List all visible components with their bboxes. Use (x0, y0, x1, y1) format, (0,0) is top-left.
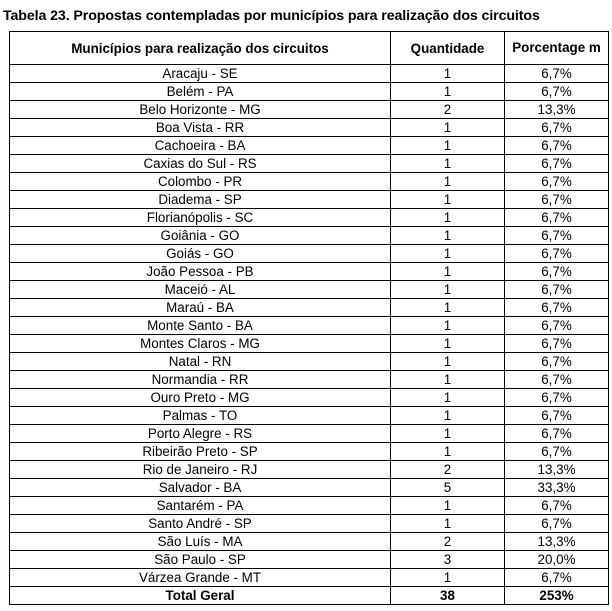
cell-quantidade: 2 (391, 533, 505, 551)
cell-porcentagem: 6,7% (505, 389, 609, 407)
table-row (10, 191, 609, 209)
cell-porcentagem: 6,7% (505, 569, 609, 587)
cell-quantidade: 1 (391, 353, 505, 371)
cell-municipio: Goiás - GO (10, 245, 391, 263)
cell-quantidade: 1 (391, 209, 505, 227)
table-row (10, 245, 609, 263)
header-quantidade: Quantidade (391, 32, 505, 65)
cell-porcentagem: 6,7% (505, 281, 609, 299)
cell-porcentagem: 13,3% (505, 533, 609, 551)
cell-porcentagem: 6,7% (505, 245, 609, 263)
cell-municipio: Montes Claros - MG (10, 335, 391, 353)
cell-municipio: Salvador - BA (10, 479, 391, 497)
cell-quantidade: 1 (391, 389, 505, 407)
table-row (10, 407, 609, 425)
table-row (10, 551, 609, 569)
cell-quantidade: 1 (391, 371, 505, 389)
cell-municipio: Porto Alegre - RS (10, 425, 391, 443)
cell-porcentagem: 6,7% (505, 227, 609, 245)
cell-quantidade: 1 (391, 281, 505, 299)
table-row (10, 281, 609, 299)
cell-porcentagem: 6,7% (505, 191, 609, 209)
table-row (10, 119, 609, 137)
table-row (10, 173, 609, 191)
table-row (10, 137, 609, 155)
header-porcentagem: Porcentage m (505, 32, 609, 65)
total-label: Total Geral (10, 587, 391, 605)
cell-municipio: Colombo - PR (10, 173, 391, 191)
cell-municipio: Natal - RN (10, 353, 391, 371)
cell-municipio: Boa Vista - RR (10, 119, 391, 137)
total-porcentagem: 253% (505, 587, 609, 605)
table-row (10, 533, 609, 551)
table-row (10, 209, 609, 227)
table-row (10, 461, 609, 479)
cell-porcentagem: 6,7% (505, 335, 609, 353)
table-row (10, 101, 609, 119)
table-row (10, 443, 609, 461)
cell-quantidade: 1 (391, 119, 505, 137)
table-row (10, 515, 609, 533)
cell-quantidade: 1 (391, 569, 505, 587)
cell-quantidade: 1 (391, 83, 505, 101)
cell-porcentagem: 6,7% (505, 83, 609, 101)
cell-porcentagem: 6,7% (505, 299, 609, 317)
cell-municipio: Maraú - BA (10, 299, 391, 317)
cell-porcentagem: 13,3% (505, 461, 609, 479)
cell-municipio: Normandia - RR (10, 371, 391, 389)
cell-quantidade: 1 (391, 173, 505, 191)
cell-porcentagem: 33,3% (505, 479, 609, 497)
cell-municipio: Ouro Preto - MG (10, 389, 391, 407)
table-row (10, 299, 609, 317)
cell-porcentagem: 6,7% (505, 119, 609, 137)
cell-quantidade: 1 (391, 227, 505, 245)
cell-porcentagem: 6,7% (505, 371, 609, 389)
cell-porcentagem: 6,7% (505, 209, 609, 227)
cell-municipio: São Luís - MA (10, 533, 391, 551)
cell-porcentagem: 13,3% (505, 101, 609, 119)
table-row (10, 317, 609, 335)
cell-quantidade: 1 (391, 443, 505, 461)
cell-quantidade: 1 (391, 263, 505, 281)
cell-municipio: Santo André - SP (10, 515, 391, 533)
table-total-row (10, 587, 609, 605)
cell-quantidade: 1 (391, 407, 505, 425)
cell-porcentagem: 6,7% (505, 263, 609, 281)
cell-quantidade: 1 (391, 191, 505, 209)
table-row (10, 425, 609, 443)
cell-quantidade: 3 (391, 551, 505, 569)
cell-municipio: Ribeirão Preto - SP (10, 443, 391, 461)
cell-porcentagem: 6,7% (505, 137, 609, 155)
cell-quantidade: 1 (391, 425, 505, 443)
table-caption (3, 8, 609, 24)
cell-porcentagem: 6,7% (505, 155, 609, 173)
header-municipio: Municípios para realização dos circuitos (10, 32, 391, 65)
table-row (10, 263, 609, 281)
table-row (10, 353, 609, 371)
table-row (10, 335, 609, 353)
cell-municipio: Aracaju - SE (10, 65, 391, 83)
table-caption-text: Propostas contempladas por municípios para realização dos circuitos (73, 8, 540, 24)
cell-quantidade: 1 (391, 155, 505, 173)
cell-municipio: Belo Horizonte - MG (10, 101, 391, 119)
cell-municipio: São Paulo - SP (10, 551, 391, 569)
table-row (10, 227, 609, 245)
cell-porcentagem: 6,7% (505, 515, 609, 533)
table-row (10, 155, 609, 173)
cell-porcentagem: 6,7% (505, 443, 609, 461)
table-row (10, 83, 609, 101)
cell-quantidade: 1 (391, 299, 505, 317)
cell-municipio: Goiânia - GO (10, 227, 391, 245)
cell-municipio: Florianópolis - SC (10, 209, 391, 227)
cell-municipio: Diadema - SP (10, 191, 391, 209)
municipios-table (9, 31, 609, 605)
table-row (10, 569, 609, 587)
cell-municipio: Monte Santo - BA (10, 317, 391, 335)
cell-quantidade: 1 (391, 317, 505, 335)
cell-porcentagem: 6,7% (505, 497, 609, 515)
cell-municipio: Belém - PA (10, 83, 391, 101)
cell-quantidade: 1 (391, 515, 505, 533)
cell-porcentagem: 6,7% (505, 317, 609, 335)
cell-municipio: Várzea Grande - MT (10, 569, 391, 587)
table-row (10, 371, 609, 389)
cell-porcentagem: 6,7% (505, 173, 609, 191)
cell-municipio: João Pessoa - PB (10, 263, 391, 281)
table-caption-label: Tabela 23. (3, 8, 70, 24)
cell-municipio: Rio de Janeiro - RJ (10, 461, 391, 479)
cell-municipio: Cachoeira - BA (10, 137, 391, 155)
table-row (10, 479, 609, 497)
cell-quantidade: 1 (391, 497, 505, 515)
table-row (10, 497, 609, 515)
total-quantidade: 38 (391, 587, 505, 605)
cell-porcentagem: 6,7% (505, 425, 609, 443)
cell-municipio: Caxias do Sul - RS (10, 155, 391, 173)
cell-quantidade: 1 (391, 335, 505, 353)
table-body (10, 65, 609, 587)
cell-quantidade: 1 (391, 65, 505, 83)
cell-quantidade: 1 (391, 137, 505, 155)
table-row (10, 389, 609, 407)
cell-municipio: Palmas - TO (10, 407, 391, 425)
cell-municipio: Maceió - AL (10, 281, 391, 299)
cell-quantidade: 1 (391, 245, 505, 263)
table-row (10, 65, 609, 83)
cell-porcentagem: 6,7% (505, 407, 609, 425)
cell-quantidade: 2 (391, 461, 505, 479)
cell-porcentagem: 6,7% (505, 65, 609, 83)
cell-quantidade: 2 (391, 101, 505, 119)
table-header-row (10, 32, 609, 65)
cell-municipio: Santarém - PA (10, 497, 391, 515)
cell-porcentagem: 6,7% (505, 353, 609, 371)
cell-porcentagem: 20,0% (505, 551, 609, 569)
cell-quantidade: 5 (391, 479, 505, 497)
